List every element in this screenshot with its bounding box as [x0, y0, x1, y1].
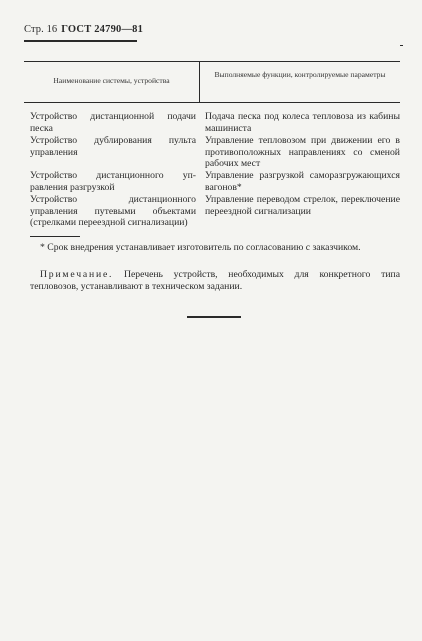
table-top-border [24, 61, 400, 62]
table-cell-function: Управление разгрузкой саморазгружающихся вагонов* [205, 170, 400, 193]
note-paragraph [30, 269, 400, 293]
column-header-function: Выполняемые функции, контролируемые параметры [214, 70, 386, 79]
page-number: Стр. 16 [24, 24, 58, 35]
table-cell-device: Устройство дублирования пульта управления [30, 135, 196, 158]
footnote: * Срок внедрения устанавливает изготовитель по согласованию с заказчиком. [40, 242, 361, 253]
note-text: Перечень устройств, необходимых для конкретного типа тепловозов, устанавливают в техническом задании. [30, 269, 400, 292]
page-header [24, 24, 143, 35]
table-cell-function: Управление тепловозом при движении его в противоположных направлениях со сменой рабочих мест [205, 135, 400, 170]
table-cell-function: Управление переводом стрелок, переключение переездной сигнализации [205, 194, 400, 217]
note-label: Примечание. [40, 269, 114, 280]
table-cell-function: Подача песка под колеса тепловоза из кабины машиниста [205, 111, 400, 134]
table-cell-device: Устройство дистанционного управления разгрузкой [30, 170, 196, 193]
standard-code: ГОСТ 24790—81 [61, 24, 144, 35]
table-header-border [24, 102, 400, 103]
end-rule [187, 316, 241, 318]
table-column-divider [199, 62, 200, 102]
footnote-rule [30, 236, 80, 237]
table-cell-device: Устройство дистанционной подачи песка [30, 111, 196, 134]
margin-mark [400, 45, 403, 46]
table-cell-device: Устройство дистанционного управления путевыми объектами (стрелками переездной сигнализации) [30, 194, 196, 229]
header-rule [24, 40, 137, 42]
column-header-device: Наименование системы, устройства [53, 76, 170, 85]
